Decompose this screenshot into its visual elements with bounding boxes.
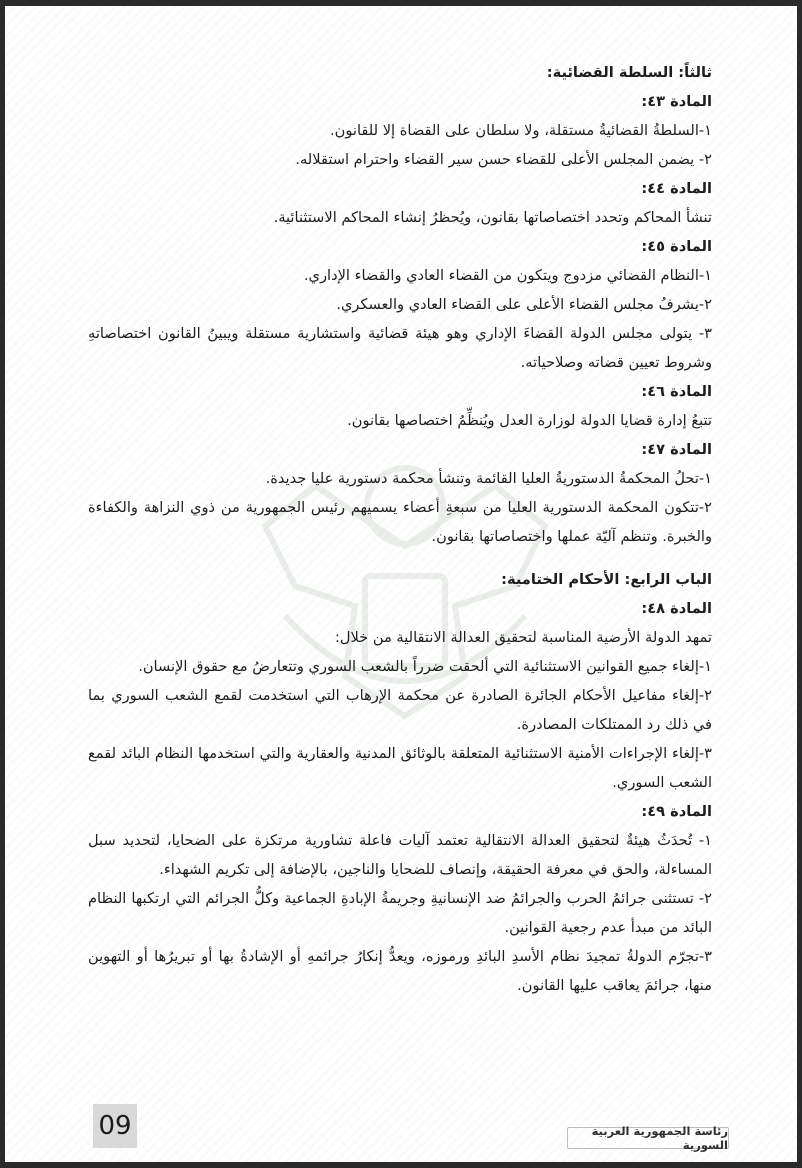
spacer (88, 551, 712, 565)
paragraph: ٢- يضمن المجلس الأعلى للقضاء حسن سير القضاء واحترام استقلاله. (295, 151, 712, 168)
section-heading: المادة ٤٣: (641, 93, 712, 110)
paragraph: تمهد الدولة الأرضية المناسبة لتحقيق العدالة الانتقالية من خلال: (334, 629, 712, 646)
paragraph: ١-تحلُ المحكمةُ الدستوريةُ العليا القائمة وتنشأ محكمة دستورية عليا جديدة. (265, 470, 712, 487)
section-heading: المادة ٤٤: (641, 180, 712, 197)
paragraph: ٢-تتكون المحكمة الدستورية العليا من سبعةِ أعضاء يسميهم رئيس الجمهورية من ذوي النزاهة والكفاءة والخبرة. وتنظم آليّة عملها واختصاصاتها بقانون. (88, 499, 712, 545)
paragraph: ٣- يتولى مجلس الدولة القضاءَ الإداري وهو هيئة قضائية واستشارية مستقلة ويبينُ القانون اختصاصاتهِ وشروط تعيين قضاته وصلاحياته. (88, 325, 712, 371)
section-heading: المادة ٤٩: (641, 803, 712, 820)
paragraph: ١-النظام القضائي مزدوج ويتكون من القضاء العادي والقضاء الإداري. (303, 267, 712, 284)
section-heading: المادة ٤٨: (641, 600, 712, 617)
document-body (88, 58, 712, 1000)
section-heading: ثالثاً: السلطة القضائية: (546, 64, 712, 81)
paragraph: تتبعُ إدارة قضايا الدولة لوزارة العدل ويُنظِّمُ اختصاصها بقانون. (347, 412, 712, 429)
document-page (5, 6, 797, 1162)
paragraph: ١- تُحدَثُ هيئةٌ لتحقيق العدالة الانتقالية تعتمد آليات فاعلة تشاورية مرتكزة على الضحايا، لتحديد سبل المساءلة، والحق في معرفة الحقيقة، وإنصاف للضحايا والناجين، بالإضافة إلى تكريم الشهداء. (88, 832, 712, 878)
paragraph: تنشأ المحاكم وتحدد اختصاصاتها بقانون، ويُحظرُ إنشاء المحاكم الاستثنائية. (273, 209, 712, 226)
section-heading: المادة ٤٦: (641, 383, 712, 400)
paragraph: ١-إلغاء جميع القوانين الاستثنائية التي ألحقت ضرراً بالشعب السوري وتتعارضُ مع حقوق الإنسان. (138, 658, 712, 675)
paragraph: ٣-تجرّم الدولةُ تمجيدَ نظام الأسدِ البائدِ ورموزه، ويعدُّ إنكارُ جرائمهِ أو الإشادةُ بها أو تبريرُها أو التهوين منها، جرائمَ يعاقب عليها القانون. (88, 948, 712, 994)
paragraph: ١-السلطةُ القضائيةُ مستقلة، ولا سلطان على القضاة إلا للقانون. (330, 122, 712, 139)
section-heading: المادة ٤٥: (641, 238, 712, 255)
section-heading: المادة ٤٧: (641, 441, 712, 458)
paragraph: ٢- تستثنى جرائمُ الحرب والجرائمُ ضد الإنسانيةِ وجريمةُ الإبادةِ الجماعية وكلُّ الجرائم التي ارتكبها النظام البائد من مبدأ عدم رجعية القوانين. (88, 890, 712, 936)
paragraph: ٢-إلغاء مفاعيل الأحكام الجائرة الصادرة عن محكمة الإرهاب التي استخدمت لقمع الشعب السوري بما في ذلك رد الممتلكات المصادرة. (88, 687, 712, 733)
section-heading: الباب الرابع: الأحكام الختامية: (501, 571, 712, 588)
paragraph: ٢-يشرفُ مجلس القضاء الأعلى على القضاء العادي والعسكري. (336, 296, 712, 313)
page-number: 09 (93, 1104, 137, 1148)
footer-label: رئاسة الجمهورية العربية السورية (567, 1127, 729, 1149)
paragraph: ٣-إلغاء الإجراءات الأمنية الاستثنائية المتعلقة بالوثائق المدنية والعقارية والتي استخدمها النظام البائد لقمع الشعب السوري. (88, 745, 712, 791)
